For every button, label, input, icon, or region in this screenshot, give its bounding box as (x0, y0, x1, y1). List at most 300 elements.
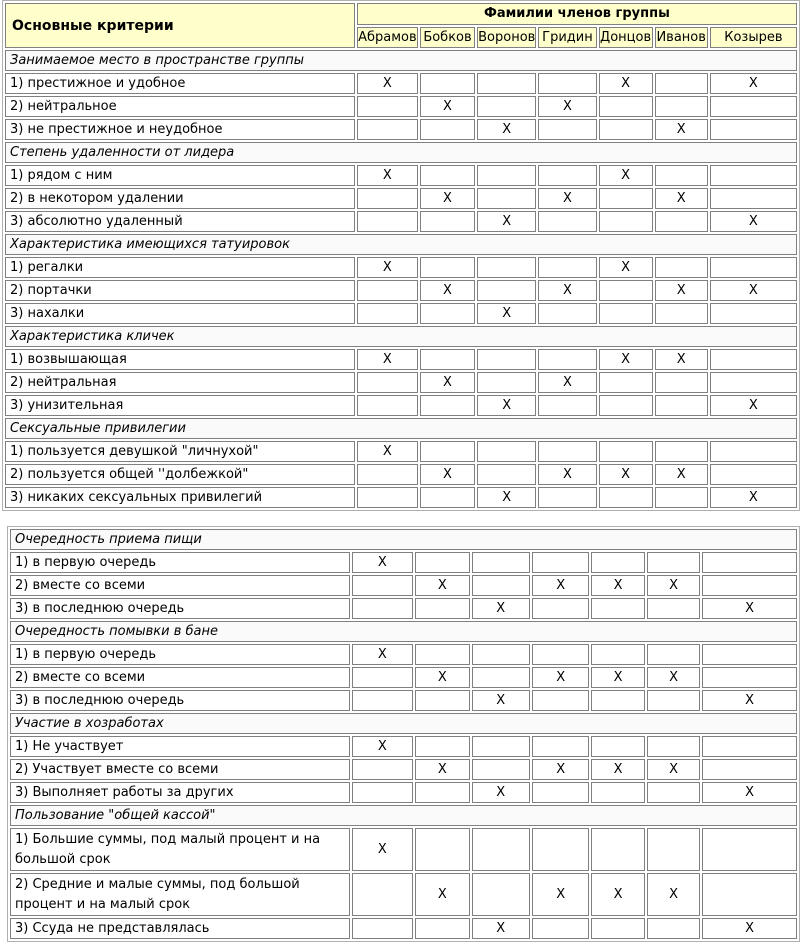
x-mark: X (563, 99, 572, 114)
x-mark: X (437, 578, 447, 593)
mark-cell (599, 280, 653, 301)
criteria-row (5, 73, 797, 94)
x-mark: X (502, 490, 512, 505)
mark-cell (472, 667, 530, 688)
criteria-row (5, 372, 797, 393)
criteria-header: Основные критерии (5, 3, 355, 48)
mark-cell (591, 552, 644, 573)
criteria-row (10, 644, 797, 665)
criteria-row (10, 828, 797, 871)
x-mark: X (748, 490, 758, 505)
mark-cell (538, 303, 596, 324)
criteria-row (10, 598, 797, 619)
mark-cell (352, 575, 413, 596)
criteria-label: 2) пользуется общей ''долбежкой" (5, 464, 355, 485)
mark-cell (472, 782, 530, 803)
criteria-label: 3) абсолютно удаленный (5, 211, 355, 232)
mark-cell (591, 575, 644, 596)
mark-cell (647, 736, 700, 757)
criteria-row (10, 918, 797, 939)
mark-cell (710, 303, 797, 324)
mark-cell (702, 575, 797, 596)
x-mark: X (556, 578, 566, 593)
mark-cell (352, 759, 413, 780)
criteria-table-body (5, 50, 797, 508)
mark-cell (532, 598, 589, 619)
mark-cell (352, 598, 413, 619)
mark-cell (357, 349, 418, 370)
mark-cell (477, 441, 536, 462)
mark-cell (599, 441, 653, 462)
criteria-label: 2) нейтральная (5, 372, 355, 393)
mark-cell (532, 552, 589, 573)
mark-cell (538, 349, 596, 370)
mark-cell (352, 918, 413, 939)
criteria-row (5, 257, 797, 278)
mark-cell (655, 280, 708, 301)
mark-cell (357, 303, 418, 324)
mark-cell (477, 395, 536, 416)
mark-cell (599, 165, 653, 186)
mark-cell (591, 918, 644, 939)
mark-cell (420, 119, 475, 140)
mark-cell (532, 575, 589, 596)
mark-cell (647, 828, 700, 871)
x-mark: X (748, 214, 758, 229)
mark-cell (655, 165, 708, 186)
section-row (10, 621, 797, 642)
criteria-row (5, 188, 797, 209)
mark-cell (415, 552, 469, 573)
mark-cell (352, 690, 413, 711)
mark-cell (538, 464, 596, 485)
mark-cell (599, 372, 653, 393)
criteria-table-main (2, 0, 800, 511)
criteria-row (5, 303, 797, 324)
mark-cell (532, 918, 589, 939)
mark-cell (538, 165, 596, 186)
mark-cell (538, 280, 596, 301)
mark-cell (710, 280, 797, 301)
mark-cell (472, 598, 530, 619)
mark-cell (357, 188, 418, 209)
criteria-label: 3) унизительная (5, 395, 355, 416)
mark-cell (702, 736, 797, 757)
mark-cell (538, 395, 596, 416)
x-mark: X (382, 76, 392, 91)
mark-cell (647, 644, 700, 665)
x-mark: X (745, 785, 755, 800)
mark-cell (599, 303, 653, 324)
mark-cell (472, 575, 530, 596)
mark-cell (420, 395, 475, 416)
x-mark: X (669, 762, 678, 777)
criteria-label: 3) не престижное и неудобное (5, 119, 355, 140)
criteria-label: 2) вместе со всеми (10, 575, 350, 596)
criteria-row (10, 736, 797, 757)
mark-cell (710, 165, 797, 186)
mark-cell (710, 395, 797, 416)
section-row (5, 326, 797, 347)
section-title: Очередность помывки в бане (10, 621, 797, 642)
x-mark: X (502, 122, 512, 137)
member-header: Бобков (420, 27, 475, 49)
x-mark: X (502, 306, 512, 321)
criteria-row (5, 280, 797, 301)
x-mark: X (563, 191, 572, 206)
mark-cell (415, 575, 469, 596)
mark-cell (472, 552, 530, 573)
mark-cell (710, 96, 797, 117)
criteria-row (5, 349, 797, 370)
criteria-row (5, 165, 797, 186)
mark-cell (477, 73, 536, 94)
x-mark: X (377, 647, 387, 662)
section-title: Занимаемое место в пространстве группы (5, 50, 797, 71)
x-mark: X (669, 578, 678, 593)
mark-cell (655, 96, 708, 117)
section-row (5, 142, 797, 163)
mark-cell (472, 918, 530, 939)
criteria-row (5, 96, 797, 117)
mark-cell (710, 441, 797, 462)
mark-cell (702, 644, 797, 665)
mark-cell (477, 349, 536, 370)
member-header: Гридин (538, 27, 596, 49)
mark-cell (538, 441, 596, 462)
mark-cell (477, 464, 536, 485)
x-mark: X (676, 191, 686, 206)
mark-cell (472, 690, 530, 711)
x-mark: X (676, 122, 686, 137)
mark-cell (420, 372, 475, 393)
x-mark: X (377, 841, 387, 857)
mark-cell (420, 464, 475, 485)
member-header: Иванов (655, 27, 708, 49)
mark-cell (655, 188, 708, 209)
mark-cell (415, 759, 469, 780)
x-mark: X (382, 352, 392, 367)
section-title: Характеристика кличек (5, 326, 797, 347)
x-mark: X (563, 467, 572, 482)
mark-cell (357, 96, 418, 117)
criteria-label: 1) регалки (5, 257, 355, 278)
mark-cell (710, 211, 797, 232)
mark-cell (352, 873, 413, 916)
mark-cell (477, 303, 536, 324)
mark-cell (420, 211, 475, 232)
mark-cell (655, 73, 708, 94)
mark-cell (710, 257, 797, 278)
mark-cell (532, 690, 589, 711)
criteria-label: 1) Не участвует (10, 736, 350, 757)
mark-cell (477, 257, 536, 278)
mark-cell (420, 165, 475, 186)
criteria-label: 3) нахалки (5, 303, 355, 324)
mark-cell (647, 552, 700, 573)
criteria-label: 1) в первую очередь (10, 644, 350, 665)
criteria-row (10, 667, 797, 688)
mark-cell (538, 487, 596, 508)
x-mark: X (745, 693, 755, 708)
mark-cell (599, 211, 653, 232)
section-title: Степень удаленности от лидера (5, 142, 797, 163)
mark-cell (357, 73, 418, 94)
criteria-row (5, 441, 797, 462)
mark-cell (702, 552, 797, 573)
criteria-row (5, 464, 797, 485)
criteria-label: 2) Участвует вместе со всеми (10, 759, 350, 780)
mark-cell (420, 280, 475, 301)
criteria-label: 1) престижное и удобное (5, 73, 355, 94)
mark-cell (477, 280, 536, 301)
mark-cell (420, 188, 475, 209)
mark-cell (591, 598, 644, 619)
mark-cell (591, 873, 644, 916)
group-members-header: Фамилии членов группы (357, 3, 797, 25)
member-header: Козырев (710, 27, 797, 49)
x-mark: X (563, 375, 572, 390)
criteria-label: 3) никаких сексуальных привилегий (5, 487, 355, 508)
x-mark: X (621, 352, 631, 367)
criteria-row (5, 211, 797, 232)
criteria-row (10, 552, 797, 573)
mark-cell (472, 736, 530, 757)
section-title: Участие в хозработах (10, 713, 797, 734)
mark-cell (357, 441, 418, 462)
x-mark: X (676, 283, 686, 298)
mark-cell (532, 828, 589, 871)
mark-cell (357, 119, 418, 140)
criteria-label: 3) Выполняет работы за других (10, 782, 350, 803)
x-mark: X (748, 283, 758, 298)
mark-cell (647, 873, 700, 916)
member-header: Воронов (477, 27, 536, 49)
section-row (10, 713, 797, 734)
mark-cell (647, 598, 700, 619)
mark-cell (415, 918, 469, 939)
mark-cell (538, 257, 596, 278)
mark-cell (655, 119, 708, 140)
x-mark: X (621, 467, 631, 482)
section-row (10, 529, 797, 550)
x-mark: X (556, 762, 566, 777)
mark-cell (532, 873, 589, 916)
mark-cell (702, 667, 797, 688)
mark-cell (420, 96, 475, 117)
mark-cell (538, 96, 596, 117)
mark-cell (538, 372, 596, 393)
mark-cell (599, 188, 653, 209)
mark-cell (538, 73, 596, 94)
criteria-label: 1) рядом с ним (5, 165, 355, 186)
mark-cell (477, 372, 536, 393)
mark-cell (532, 736, 589, 757)
criteria-label: 2) Средние и малые суммы, под большой процент и на малый срок (10, 873, 350, 916)
x-mark: X (563, 283, 572, 298)
criteria-label: 1) возвышающая (5, 349, 355, 370)
x-mark: X (443, 467, 452, 482)
mark-cell (591, 782, 644, 803)
mark-cell (710, 487, 797, 508)
section-row (5, 234, 797, 255)
mark-cell (599, 487, 653, 508)
member-header: Донцов (599, 27, 653, 49)
x-mark: X (496, 693, 506, 708)
member-header: Абрамов (357, 27, 418, 49)
mark-cell (591, 644, 644, 665)
mark-cell (655, 257, 708, 278)
mark-cell (591, 759, 644, 780)
mark-cell (538, 119, 596, 140)
mark-cell (472, 873, 530, 916)
mark-cell (710, 73, 797, 94)
criteria-label: 3) Ссуда не представлялась (10, 918, 350, 939)
mark-cell (655, 464, 708, 485)
mark-cell (477, 119, 536, 140)
x-mark: X (613, 578, 623, 593)
x-mark: X (556, 670, 566, 685)
criteria-label: 1) пользуется девушкой "личнухой" (5, 441, 355, 462)
x-mark: X (496, 601, 506, 616)
criteria-row (10, 759, 797, 780)
criteria-label: 3) в последнюю очередь (10, 598, 350, 619)
section-row (5, 418, 797, 439)
x-mark: X (502, 214, 512, 229)
criteria-label: 1) в первую очередь (10, 552, 350, 573)
criteria-row (5, 119, 797, 140)
criteria-label: 2) вместе со всеми (10, 667, 350, 688)
mark-cell (655, 372, 708, 393)
criteria-row (5, 395, 797, 416)
mark-cell (420, 73, 475, 94)
mark-cell (357, 487, 418, 508)
section-title: Очередность приема пищи (10, 529, 797, 550)
x-mark: X (382, 260, 392, 275)
mark-cell (702, 918, 797, 939)
mark-cell (415, 828, 469, 871)
mark-cell (357, 464, 418, 485)
mark-cell (532, 759, 589, 780)
mark-cell (710, 349, 797, 370)
mark-cell (647, 782, 700, 803)
mark-cell (357, 372, 418, 393)
mark-cell (599, 395, 653, 416)
mark-cell (352, 782, 413, 803)
x-mark: X (443, 375, 452, 390)
x-mark: X (745, 921, 755, 936)
mark-cell (538, 211, 596, 232)
mark-cell (591, 690, 644, 711)
x-mark: X (437, 670, 447, 685)
mark-cell (472, 644, 530, 665)
mark-cell (647, 690, 700, 711)
section-row (5, 50, 797, 71)
criteria-label: 1) Большие суммы, под малый процент и на большой срок (10, 828, 350, 871)
criteria-table-continued-body (10, 529, 797, 939)
mark-cell (352, 552, 413, 573)
mark-cell (477, 96, 536, 117)
x-mark: X (669, 886, 678, 902)
mark-cell (591, 667, 644, 688)
mark-cell (352, 667, 413, 688)
mark-cell (702, 690, 797, 711)
mark-cell (538, 188, 596, 209)
section-title: Сексуальные привилегии (5, 418, 797, 439)
mark-cell (702, 828, 797, 871)
mark-cell (420, 303, 475, 324)
x-mark: X (496, 921, 506, 936)
mark-cell (415, 644, 469, 665)
mark-cell (647, 918, 700, 939)
x-mark: X (621, 168, 631, 183)
mark-cell (591, 828, 644, 871)
x-mark: X (443, 191, 452, 206)
mark-cell (352, 828, 413, 871)
mark-cell (599, 119, 653, 140)
x-mark: X (676, 467, 686, 482)
mark-cell (599, 464, 653, 485)
mark-cell (532, 644, 589, 665)
criteria-row (10, 690, 797, 711)
criteria-row (10, 575, 797, 596)
mark-cell (352, 644, 413, 665)
mark-cell (420, 487, 475, 508)
mark-cell (532, 782, 589, 803)
mark-cell (702, 759, 797, 780)
mark-cell (655, 211, 708, 232)
criteria-row (5, 487, 797, 508)
x-mark: X (621, 76, 631, 91)
mark-cell (599, 349, 653, 370)
mark-cell (415, 690, 469, 711)
mark-cell (415, 667, 469, 688)
mark-cell (591, 736, 644, 757)
mark-cell (599, 257, 653, 278)
mark-cell (420, 441, 475, 462)
mark-cell (655, 487, 708, 508)
mark-cell (647, 667, 700, 688)
mark-cell (599, 96, 653, 117)
criteria-label: 2) портачки (5, 280, 355, 301)
mark-cell (472, 828, 530, 871)
mark-cell (647, 759, 700, 780)
mark-cell (357, 211, 418, 232)
x-mark: X (437, 762, 447, 777)
mark-cell (415, 782, 469, 803)
criteria-label: 2) в некотором удалении (5, 188, 355, 209)
x-mark: X (621, 260, 631, 275)
x-mark: X (669, 670, 678, 685)
mark-cell (415, 598, 469, 619)
criteria-label: 2) нейтральное (5, 96, 355, 117)
mark-cell (420, 349, 475, 370)
mark-cell (532, 667, 589, 688)
mark-cell (655, 303, 708, 324)
mark-cell (702, 598, 797, 619)
x-mark: X (676, 352, 686, 367)
mark-cell (415, 873, 469, 916)
x-mark: X (502, 398, 512, 413)
mark-cell (420, 257, 475, 278)
x-mark: X (748, 76, 758, 91)
mark-cell (599, 73, 653, 94)
mark-cell (352, 736, 413, 757)
mark-cell (472, 759, 530, 780)
mark-cell (357, 395, 418, 416)
x-mark: X (377, 739, 387, 754)
mark-cell (357, 165, 418, 186)
